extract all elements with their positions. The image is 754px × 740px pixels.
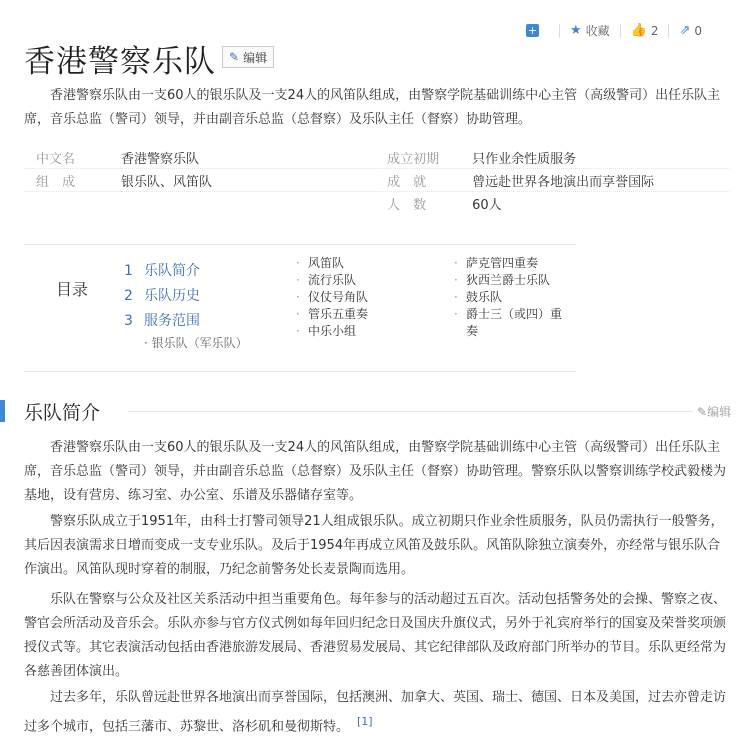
table-of-contents [24, 244, 576, 372]
bullet-icon: · [454, 256, 458, 270]
like-count: 2 [650, 23, 659, 38]
infobox [24, 146, 730, 214]
toc-subitem-label[interactable]: 流行乐队 [308, 273, 357, 287]
toc-subitem[interactable] [454, 255, 566, 272]
plus-square-icon[interactable]: + [527, 24, 538, 37]
toc-item[interactable] [124, 259, 248, 284]
toc-subitem[interactable] [124, 334, 248, 352]
bullet-icon: · [454, 273, 458, 287]
toc-item-label[interactable]: 乐队简介 [144, 263, 200, 279]
infobox-row [24, 146, 730, 169]
toc-subitem-label[interactable]: 萨克管四重奏 [466, 256, 539, 270]
body-paragraph: 香港警察乐队由一支60人的银乐队及一支24人的风笛队组成，由警察学院基础训练中心主管（高级警司）出任乐队主席，音乐总监（警司）领导，并由副音乐总监（总督察）及乐队主任（督察）协助管理。警察乐队以警察训练学校武毅楼为基地，设有营房、练习室、办公室、乐谱及乐器储存室等。 [24, 440, 727, 503]
toc-subitem-label[interactable]: 仪仗号角队 [308, 290, 369, 304]
toc-item-number: 2 [124, 288, 133, 304]
toc-subitem[interactable] [454, 306, 566, 340]
infobox-value: 香港警察乐队 [121, 146, 379, 169]
collect-button[interactable] [570, 22, 610, 39]
infobox-key: 成 就 [379, 169, 472, 192]
toc-subitem[interactable] [296, 289, 416, 306]
bullet-icon: · [296, 290, 300, 304]
toc-item-number: 3 [124, 313, 133, 329]
bullet-icon: · [454, 307, 458, 321]
divider [128, 411, 693, 412]
infobox-key [24, 192, 121, 215]
infobox-row [24, 192, 730, 215]
share-icon: ⇗ [679, 23, 691, 38]
infobox-value: 60人 [472, 197, 502, 213]
infobox-value: 只作业余性质服务 [472, 146, 730, 169]
toc-item-label[interactable]: 服务范围 [144, 313, 200, 329]
edit-button[interactable] [222, 46, 274, 68]
toc-subitems-column [454, 255, 566, 340]
toc-item-number: 1 [124, 263, 133, 279]
toc-subitem[interactable] [296, 272, 416, 289]
infobox-row [24, 169, 730, 192]
infobox-key: 中文名 [24, 146, 121, 169]
toc-subitem-label[interactable]: 中乐小组 [308, 324, 357, 338]
body-paragraph [24, 686, 730, 739]
share-count: 0 [694, 23, 702, 38]
toc-subitem[interactable] [296, 255, 416, 272]
toc-subitem[interactable] [454, 289, 566, 306]
bullet-icon: · [144, 336, 152, 350]
section-title: 乐队简介 [24, 402, 101, 424]
thumbs-up-icon: 👍 [630, 23, 647, 38]
toc-subitem-label[interactable]: 鼓乐队 [466, 290, 503, 304]
collect-label: 收藏 [585, 24, 610, 38]
edit-label: 编辑 [243, 50, 268, 65]
toc-main-list [124, 259, 248, 352]
star-icon: ★ [569, 23, 582, 38]
toc-subitem-label[interactable]: 狄西兰爵士乐队 [466, 273, 551, 287]
divider [559, 24, 560, 38]
bullet-icon: · [454, 290, 458, 304]
bullet-icon: · [296, 256, 300, 270]
paragraph-text: 过去多年，乐队曾远赴世界各地演出而享誉国际，包括澳洲、加拿大、英国、瑞士、德国、日本及美国，过去亦曾走访过多个城市，包括三藩市、苏黎世、洛杉矶和曼彻斯特。 [24, 690, 727, 735]
summary-paragraph: 香港警察乐队由一支60人的银乐队及一支24人的风笛队组成，由警察学院基础训练中心主管（高级警司）出任乐队主席，音乐总监（警司）领导，并由副音乐总监（总督察）及乐队主任（督察）协助管理。 [24, 88, 721, 127]
section-edit-label: 编辑 [707, 405, 732, 419]
reference-link[interactable]: [1] [357, 715, 373, 728]
toc-title: 目录 [56, 280, 89, 299]
infobox-key: 人 数 [387, 197, 427, 213]
body-paragraph: 警察乐队成立于1951年，由科士打警司领导21人组成银乐队。成立初期只作业余性质服务，队员仍需执行一般警务，其后因表演需求日增而变成一支专业乐队。及后于1954年再成立风笛及鼓乐队。风笛队除独立演奏外，亦经常与银乐队合作演出。风笛队现时穿着的制服，乃纪念前警务处长麦景陶而选用。 [24, 514, 724, 577]
toc-subitem[interactable] [454, 272, 566, 289]
toc-item-label[interactable]: 乐队历史 [144, 288, 200, 304]
bullet-icon: · [296, 324, 300, 338]
like-button[interactable] [631, 23, 659, 38]
section-accent-bar [0, 400, 5, 422]
toc-subitem[interactable] [296, 323, 416, 340]
bullet-icon: · [296, 273, 300, 287]
infobox-value: 银乐队、风笛队 [121, 169, 379, 192]
page-title: 香港警察乐队 [24, 44, 216, 80]
share-button[interactable] [679, 23, 702, 38]
infobox-key: 组 成 [24, 169, 121, 192]
toc-item[interactable] [124, 284, 248, 309]
toc-subitem-label[interactable]: 银乐队（军乐队） [151, 336, 248, 350]
pencil-icon: ✎ [697, 405, 708, 419]
bullet-icon: · [296, 307, 300, 321]
toc-subitem-label[interactable]: 爵士三（或四）重奏 [466, 307, 563, 338]
infobox-value [121, 192, 379, 215]
toc-subitems-column [296, 255, 416, 340]
infobox-value: 曾远赴世界各地演出而享誉国际 [472, 169, 730, 192]
divider [620, 24, 621, 38]
pencil-icon: ✎ [229, 50, 240, 64]
section-edit-button[interactable] [697, 403, 731, 420]
toolbar [526, 22, 702, 39]
toc-subitem[interactable] [296, 306, 416, 323]
toc-item[interactable] [124, 309, 248, 334]
divider [668, 24, 669, 38]
infobox-key: 成立初期 [379, 146, 472, 169]
toc-subitem-label[interactable]: 管乐五重奏 [308, 307, 369, 321]
body-paragraph: 乐队在警察与公众及社区关系活动中担当重要角色。每年参与的活动超过五百次。活动包括警务处的会操、警察之夜、警官会所活动及音乐会。乐队亦参与官方仪式例如每年回归纪念日及国庆升旗仪式，另外于礼宾府举行的国宴及荣誉奖项颁授仪式等。其它表演活动包括由香港旅游发展局、香港贸易发展局、其它纪律部队及政府部门所举办的节目。乐队更经常为各慈善团体演出。 [24, 592, 727, 679]
toc-subitem-label[interactable]: 风笛队 [308, 256, 345, 270]
